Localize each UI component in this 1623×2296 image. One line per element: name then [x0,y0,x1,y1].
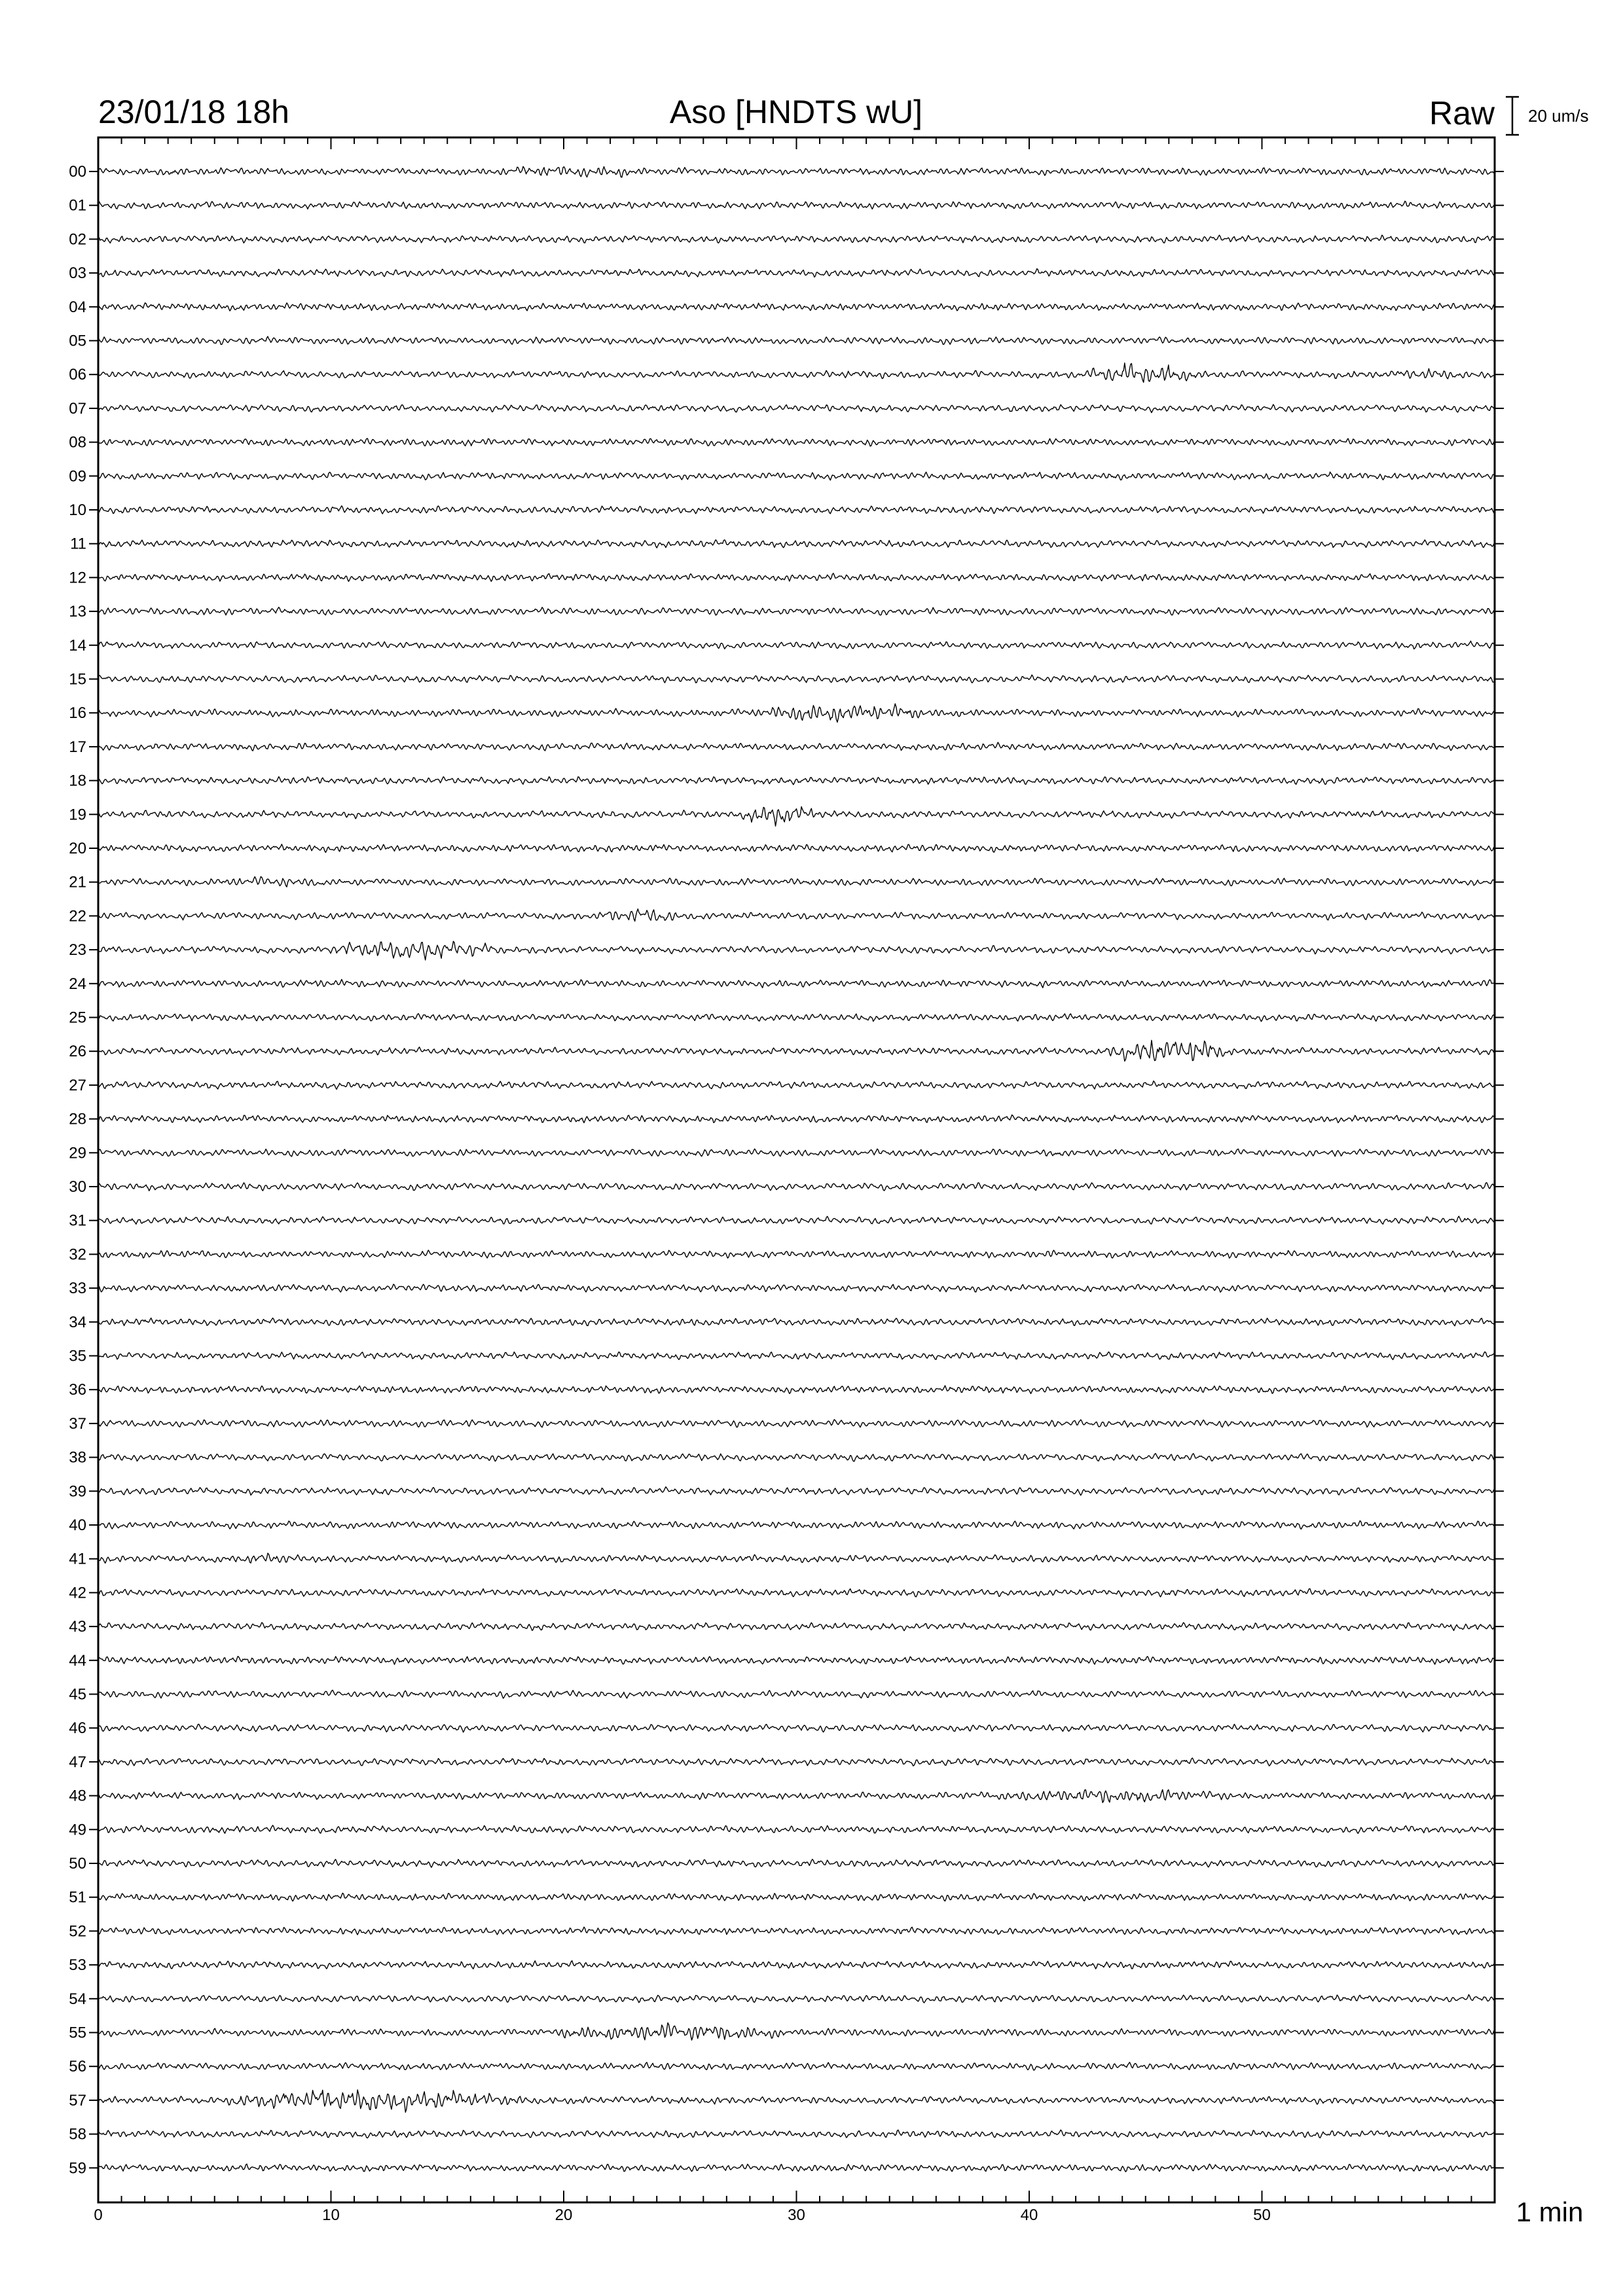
row-label: 13 [69,603,86,621]
row-label: 16 [69,704,86,723]
row-label: 39 [69,1482,86,1501]
row-label: 22 [69,907,86,925]
row-label: 30 [69,1178,86,1196]
row-label: 20 [69,840,86,857]
row-label: 55 [69,2024,86,2042]
row-label: 43 [69,1618,86,1636]
row-label: 19 [69,806,86,824]
row-label: 25 [69,1009,86,1027]
row-label: 59 [69,2159,86,2178]
x-tick-label: 30 [788,2206,805,2224]
row-label: 52 [69,1922,86,1941]
row-label: 56 [69,2058,86,2076]
row-label: 53 [69,1956,86,1975]
row-label: 28 [69,1110,86,1128]
row-label: 23 [69,941,86,960]
mode-label: Raw [1429,95,1495,132]
row-label: 18 [69,772,86,790]
row-label: 37 [69,1414,86,1433]
x-tick-label: 20 [555,2206,573,2224]
row-label: 32 [69,1246,86,1264]
row-label: 54 [69,1990,86,2008]
x-tick-label: 50 [1253,2206,1271,2224]
row-label: 08 [69,433,86,452]
row-label: 44 [69,1651,86,1670]
row-label: 15 [69,670,86,689]
chart-title: Aso [HNDTS wU] [669,94,923,130]
row-label: 27 [69,1076,86,1094]
row-label: 14 [69,636,86,655]
row-label: 41 [69,1550,86,1568]
row-label: 35 [69,1347,86,1365]
row-label: 50 [69,1855,86,1873]
row-label: 06 [69,366,86,384]
row-label: 09 [69,467,86,486]
row-label: 38 [69,1448,86,1467]
row-label: 42 [69,1584,86,1602]
row-label: 10 [69,501,86,519]
x-tick-label: 40 [1020,2206,1038,2224]
row-label: 48 [69,1787,86,1805]
row-label: 26 [69,1043,86,1061]
row-label: 07 [69,399,86,418]
row-label: 49 [69,1821,86,1839]
row-label: 46 [69,1719,86,1738]
row-label: 51 [69,1888,86,1907]
row-label: 11 [70,535,86,553]
row-label: 33 [69,1280,86,1298]
date-label: 23/01/18 18h [98,94,289,130]
row-label: 02 [69,230,86,249]
x-tick-label: 10 [322,2206,340,2224]
row-label: 24 [69,975,86,993]
row-label: 29 [69,1144,86,1162]
row-label: 45 [69,1685,86,1704]
row-label: 01 [69,196,86,215]
row-label: 31 [69,1211,86,1230]
row-label: 04 [69,298,86,316]
row-label: 47 [69,1753,86,1771]
row-label: 57 [69,2091,86,2109]
row-label: 21 [69,873,86,891]
row-label: 58 [69,2125,86,2144]
row-label: 40 [69,1516,86,1534]
row-label: 17 [69,738,86,756]
row-label: 00 [69,163,86,181]
row-label: 03 [69,264,86,283]
x-unit-label: 1 min [1516,2197,1584,2227]
row-label: 12 [69,569,86,587]
row-label: 05 [69,332,86,350]
row-label: 34 [69,1313,86,1331]
x-tick-label: 0 [94,2206,103,2224]
scale-label: 20 um/s [1528,106,1589,126]
row-label: 36 [69,1381,86,1399]
